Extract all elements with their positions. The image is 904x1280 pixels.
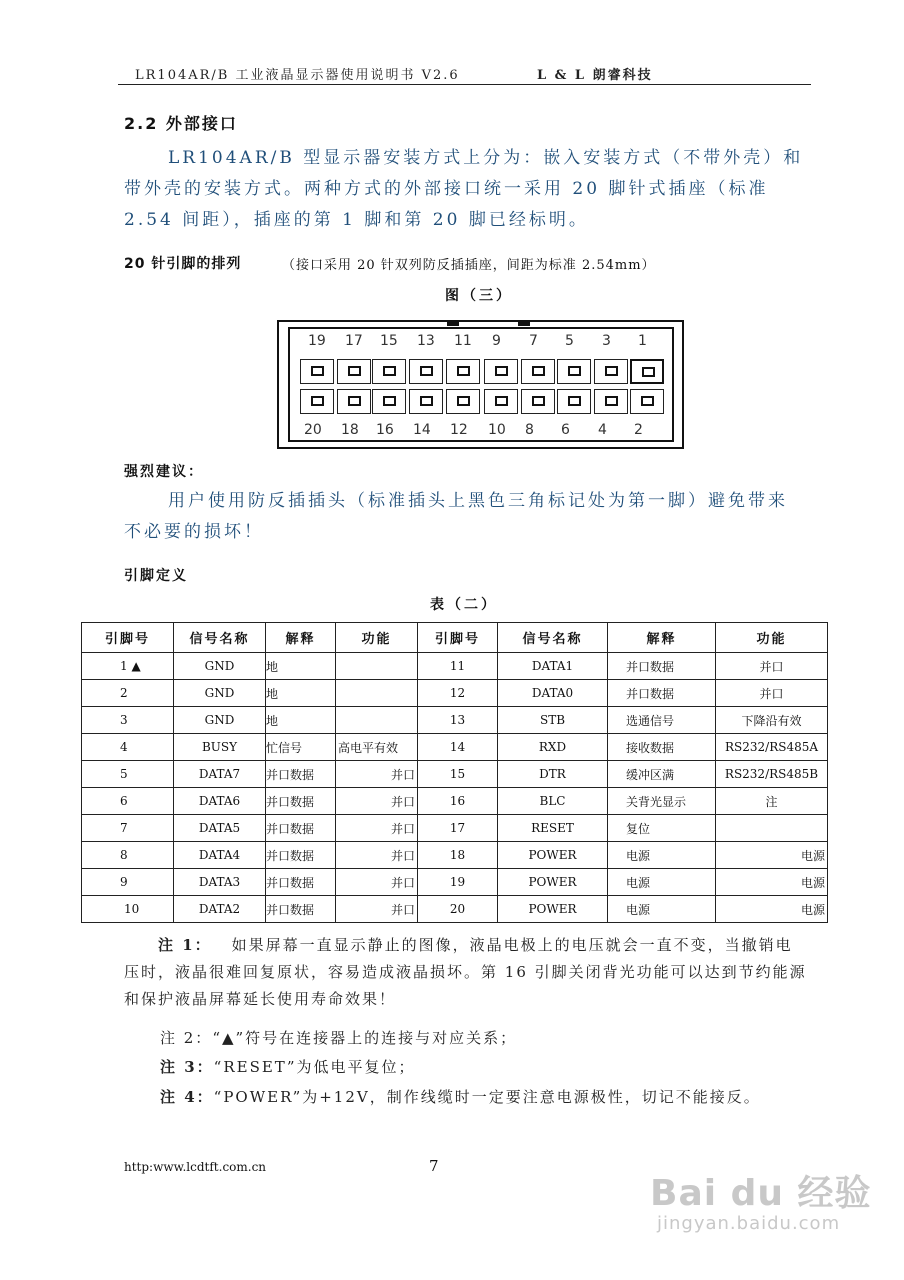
pin-socket: [557, 359, 591, 384]
table-cell: BUSY: [174, 734, 266, 761]
pin-socket: [557, 389, 591, 414]
table-cell: 3: [82, 707, 174, 734]
table-header-cell: 功能: [716, 623, 828, 653]
table-cell: RESET: [498, 815, 608, 842]
table-header-row: [82, 623, 828, 653]
pin-socket: [409, 359, 443, 384]
table-cell: 2: [82, 680, 174, 707]
pin-contact: [383, 396, 396, 406]
table-cell: DATA6: [174, 788, 266, 815]
pin-label-top: 15: [380, 333, 398, 349]
table-cell: 注: [716, 788, 828, 815]
table-cell: DATA0: [498, 680, 608, 707]
pin-label-top: 1: [638, 333, 647, 349]
table-caption: 表（二）: [430, 597, 498, 613]
pin-label-bottom: 20: [304, 422, 322, 438]
table-cell: 并口数据: [266, 896, 336, 923]
pin-table: [81, 622, 828, 923]
table-cell: DATA7: [174, 761, 266, 788]
pin-contact: [457, 366, 470, 376]
footer-url[interactable]: http:www.lcdtft.com.cn: [124, 1160, 267, 1174]
table-cell: 并口: [716, 653, 828, 680]
table-cell: GND: [174, 653, 266, 680]
table-cell: 电源: [608, 896, 716, 923]
table-cell: 19: [418, 869, 498, 896]
watermark-brand: Bai du 经验: [650, 1173, 872, 1214]
pin-contact: [311, 366, 324, 376]
table-cell: 并口数据: [608, 680, 716, 707]
table-cell: 并口数据: [266, 788, 336, 815]
table-cell: [336, 707, 418, 734]
pin-label-bottom: 8: [525, 422, 534, 438]
pin-socket: [409, 389, 443, 414]
pin-socket: [594, 359, 628, 384]
table-cell: 18: [418, 842, 498, 869]
pin-socket: [484, 359, 518, 384]
table-cell: 10: [82, 896, 174, 923]
pin-label-bottom: 10: [488, 422, 506, 438]
pin-contact: [641, 396, 654, 406]
pin-arrangement-note: （接口采用 20 针双列防反插插座，间距为标准 2.54mm）: [282, 258, 656, 273]
table-cell: 地: [266, 707, 336, 734]
table-cell: 关背光显示: [608, 788, 716, 815]
table-cell: 并口数据: [266, 815, 336, 842]
pin-label-top: 19: [308, 333, 326, 349]
table-cell: DATA3: [174, 869, 266, 896]
table-cell: RS232/RS485A: [716, 734, 828, 761]
table-cell: STB: [498, 707, 608, 734]
pin-label-top: 17: [345, 333, 363, 349]
table-cell: 并口数据: [266, 761, 336, 788]
table-row: [82, 653, 828, 680]
connector-key-right: [518, 320, 530, 326]
table-cell: 16: [418, 788, 498, 815]
intro-paragraph: LR104AR/B 型显示器安装方式上分为：嵌入安装方式（不带外壳）和带外壳的安装方式。两种方式的外部接口统一采用 20 脚针式插座（标准 2.54 间距），插座的第 1 脚和第 20 脚已经标明。: [124, 148, 804, 230]
table-header-cell: 功能: [336, 623, 418, 653]
table-cell: [336, 653, 418, 680]
table-header-cell: 信号名称: [174, 623, 266, 653]
table-cell: GND: [174, 680, 266, 707]
table-cell: 并口: [336, 896, 418, 923]
table-cell: DATA1: [498, 653, 608, 680]
pin-socket: [594, 389, 628, 414]
pin-label-top: 9: [492, 333, 501, 349]
pin-socket: [372, 359, 406, 384]
pin-arrangement-label: 20 针引脚的排列: [124, 256, 242, 272]
pin-label-bottom: 12: [450, 422, 468, 438]
advice-text: 用户使用防反插插头（标准插头上黑色三角标记处为第一脚）避免带来不必要的损坏！: [124, 491, 788, 542]
pin-contact: [383, 366, 396, 376]
table-cell: DATA4: [174, 842, 266, 869]
pin-contact: [420, 366, 433, 376]
pin-contact: [568, 396, 581, 406]
pin-socket: [372, 389, 406, 414]
section-title: 2.2 外部接口: [124, 114, 238, 133]
table-header-cell: 引脚号: [418, 623, 498, 653]
pin-label-top: 11: [454, 333, 472, 349]
page-number: 7: [429, 1157, 439, 1175]
table-header-cell: 信号名称: [498, 623, 608, 653]
table-cell: 电源: [608, 869, 716, 896]
watermark-url: jingyan.baidu.com: [657, 1213, 841, 1234]
advice-title: 强烈建议：: [124, 464, 204, 480]
pin-contact: [348, 366, 361, 376]
table-row: [82, 869, 828, 896]
pin-1-socket: [630, 359, 664, 384]
table-cell: 并口: [716, 680, 828, 707]
table-cell: DATA5: [174, 815, 266, 842]
table-cell: DATA2: [174, 896, 266, 923]
table-cell: 缓冲区满: [608, 761, 716, 788]
table-cell: 17: [418, 815, 498, 842]
table-cell: POWER: [498, 842, 608, 869]
pin-label-bottom: 14: [413, 422, 431, 438]
table-cell: 电源: [716, 842, 828, 869]
pin-contact: [348, 396, 361, 406]
pin-socket: [521, 389, 555, 414]
pin-label-bottom: 18: [341, 422, 359, 438]
connector-key-left: [447, 320, 459, 326]
table-row: [82, 842, 828, 869]
note-2-text: “▲”符号在连接器上的连接与对应关系；: [212, 1029, 518, 1047]
note-4-label: 注 4：: [160, 1088, 214, 1106]
note-3-text: “RESET”为低电平复位；: [213, 1058, 416, 1076]
table-cell: POWER: [498, 869, 608, 896]
table-cell: 9: [82, 869, 174, 896]
header-company: L & L 朗睿科技: [537, 68, 653, 83]
table-cell: 7: [82, 815, 174, 842]
pin-socket: [337, 389, 371, 414]
table-cell: DTR: [498, 761, 608, 788]
pin-contact: [495, 396, 508, 406]
note-4-text: “POWER”为+12V，制作线缆时一定要注意电源极性，切记不能接反。: [213, 1088, 761, 1106]
pin-contact: [311, 396, 324, 406]
pin-def-title: 引脚定义: [124, 568, 188, 584]
table-cell: 并口: [336, 815, 418, 842]
header-title: LR104AR/B 工业液晶显示器使用说明书 V2.6: [135, 68, 460, 83]
pin-contact: [642, 367, 655, 377]
note-2-label: 注 2：: [160, 1029, 213, 1047]
pin-socket: [484, 389, 518, 414]
table-cell: 20: [418, 896, 498, 923]
table-cell: 电源: [716, 869, 828, 896]
table-cell: 14: [418, 734, 498, 761]
table-cell: [336, 680, 418, 707]
table-header-cell: 解释: [266, 623, 336, 653]
pin-label-bottom: 4: [598, 422, 607, 438]
figure-caption: 图（三）: [445, 288, 513, 304]
table-row: [82, 680, 828, 707]
header-divider: [118, 84, 811, 85]
table-cell: 13: [418, 707, 498, 734]
note-4: [160, 1084, 844, 1111]
table-cell: 并口: [336, 761, 418, 788]
table-cell: 6: [82, 788, 174, 815]
pin-contact: [568, 366, 581, 376]
table-cell: 4: [82, 734, 174, 761]
table-cell: 1 ▲: [82, 653, 174, 680]
pin-socket: [446, 389, 480, 414]
table-cell: 地: [266, 680, 336, 707]
note-3: [160, 1054, 844, 1081]
table-cell: 高电平有效: [336, 734, 418, 761]
table-cell: 地: [266, 653, 336, 680]
table-cell: [716, 815, 828, 842]
table-cell: 5: [82, 761, 174, 788]
table-header-cell: 解释: [608, 623, 716, 653]
table-cell: 下降沿有效: [716, 707, 828, 734]
pin-contact: [605, 396, 618, 406]
pin-label-bottom: 2: [634, 422, 643, 438]
pin-contact: [532, 396, 545, 406]
pin-socket: [446, 359, 480, 384]
pin-socket: [300, 359, 334, 384]
pin-socket: [521, 359, 555, 384]
table-cell: RXD: [498, 734, 608, 761]
table-row: [82, 707, 828, 734]
pin-label-bottom: 16: [376, 422, 394, 438]
table-cell: 并口: [336, 788, 418, 815]
note-2: [160, 1025, 844, 1052]
pin-contact: [457, 396, 470, 406]
table-cell: BLC: [498, 788, 608, 815]
table-cell: RS232/RS485B: [716, 761, 828, 788]
pin-contact: [495, 366, 508, 376]
table-row: [82, 788, 828, 815]
table-cell: 接收数据: [608, 734, 716, 761]
pin-socket: [630, 389, 664, 414]
table-cell: 忙信号: [266, 734, 336, 761]
note-1: [124, 932, 808, 1013]
table-cell: 并口数据: [608, 653, 716, 680]
note-1-label: 注 1：: [158, 936, 212, 954]
pin-label-top: 13: [417, 333, 435, 349]
table-cell: POWER: [498, 896, 608, 923]
pin-label-top: 3: [602, 333, 611, 349]
table-row: [82, 734, 828, 761]
table-cell: 15: [418, 761, 498, 788]
table-cell: 12: [418, 680, 498, 707]
table-cell: 11: [418, 653, 498, 680]
table-header-cell: 引脚号: [82, 623, 174, 653]
table-cell: 并口数据: [266, 842, 336, 869]
note-3-label: 注 3：: [160, 1058, 214, 1076]
table-cell: 电源: [716, 896, 828, 923]
pin-contact: [420, 396, 433, 406]
pin-label-top: 5: [565, 333, 574, 349]
pin-socket: [300, 389, 334, 414]
table-cell: 复位: [608, 815, 716, 842]
pin-label-bottom: 6: [561, 422, 570, 438]
pin-contact: [605, 366, 618, 376]
pin-contact: [532, 366, 545, 376]
pin-socket: [337, 359, 371, 384]
table-row: [82, 761, 828, 788]
table-cell: 并口: [336, 869, 418, 896]
pin-label-top: 7: [529, 333, 538, 349]
table-row: [82, 896, 828, 923]
table-cell: 选通信号: [608, 707, 716, 734]
table-cell: 8: [82, 842, 174, 869]
table-row: [82, 815, 828, 842]
note-1-text: 如果屏幕一直显示静止的图像，液晶电极上的电压就会一直不变，当撤销电压时，液晶很难回复原状，容易造成液晶损坏。第 16 引脚关闭背光功能可以达到节约能源和保护液晶屏幕延长使用寿命效果！: [124, 936, 807, 1008]
table-cell: GND: [174, 707, 266, 734]
table-cell: 电源: [608, 842, 716, 869]
table-cell: 并口数据: [266, 869, 336, 896]
table-cell: 并口: [336, 842, 418, 869]
